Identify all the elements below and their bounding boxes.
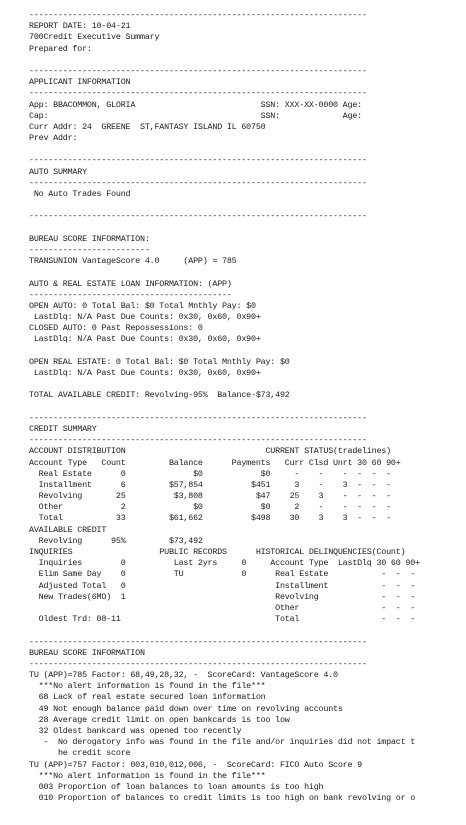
report-line: LastDlq: N/A Past Due Counts: 0x30, 0x60, 0x90+ [29,312,261,323]
report-line: ***No alert information is found in the file*** [29,681,266,692]
report-line: Prepared for: [29,43,92,54]
report-line: ---------------------------------------------------------------------- [29,155,367,166]
report-line: Revolving 25 $3,808 $47 25 3 - - - - [29,491,391,502]
report-line: Adjusted Total 0 Installment - - - [29,580,416,591]
report-line: App: BBACOMMON, GLORIA SSN: XXX-XX-0000 Age: [29,99,362,110]
report-line: ***No alert information is found in the file*** [29,770,266,781]
report-line [29,55,466,66]
report-line: ---------------------------------------------------------------------- [29,636,367,647]
report-line [29,625,466,636]
credit-report-text [29,10,466,804]
report-line: BUREAU SCORE INFORMATION: [29,233,150,244]
report-line: ---------------------------------------------------------------------- [29,10,367,20]
report-line: TRANSUNION VantageScore 4.0 (APP) = 785 [29,256,237,267]
report-line: BUREAU SCORE INFORMATION [29,647,145,658]
report-line: CREDIT SUMMARY [29,423,97,434]
report-line: AUTO & REAL ESTATE LOAN INFORMATION: (APP) [29,278,232,289]
report-line: 010 Proportion of balances to credit limits is too high on bank revolving or o [29,793,416,804]
report-line: he credit score [29,748,131,759]
report-line: ------------------------------------------ [29,289,232,300]
report-line: Other - - - [29,602,416,613]
report-line: Inquiries 0 Last 2yrs 0 Account Type LastDlq 30 60 90+ [29,558,420,569]
report-line: LastDlq: N/A Past Due Counts: 0x30, 0x60, 0x90+ [29,368,261,378]
report-line: 003 Proportion of loan balances to loan amounts is too high [29,781,324,792]
report-line: ---------------------------------------------------------------------- [29,658,367,669]
report-line: Total 33 $61,662 $498 30 3 3 - - - [29,513,391,524]
report-line: Oldest Trd: 08-11 Total - - - [29,614,416,625]
report-line: INQUIRIES PUBLIC RECORDS HISTORICAL DELINQUENCIES(Count) [29,547,406,557]
report-line [29,267,466,278]
report-line: TU (APP)=785 Factor: 68,49,28,32, - ScoreCard: VantageScore 4.0 [29,670,338,681]
report-line: CLOSED AUTO: 0 Past Repossessions: 0 [29,323,203,334]
report-line: ---------------------------------------------------------------------- [29,435,367,446]
report-line: ACCOUNT DISTRIBUTION CURRENT STATUS(tradelines) [29,446,391,457]
report-line: Other 2 $0 $0 2 - - - - - [29,502,391,513]
report-line [29,144,466,155]
report-line: Installment 6 $57,854 $451 3 - 3 - - - [29,479,391,490]
report-line: Cap: SSN: Age: [29,110,362,121]
report-line [29,402,466,413]
report-line: AUTO SUMMARY [29,166,87,177]
report-line: 68 Lack of real estate secured loan information [29,692,266,703]
report-line: OPEN REAL ESTATE: 0 Total Bal: $0 Total Mnthly Pay: $0 [29,356,290,367]
report-line: Elim Same Day 0 TU 0 Real Estate - - - [29,569,416,580]
report-line: Prev Addr: [29,133,78,144]
report-line [29,200,466,211]
report-line: No Auto Trades Found [29,189,131,199]
report-line [29,379,466,390]
report-line: Real Estate 0 $0 $0 - - - - - - [29,468,391,479]
report-line: 28 Average credit limit on open bankcards is too low [29,714,290,725]
report-line: LastDlq: N/A Past Due Counts: 0x30, 0x60, 0x90+ [29,334,261,345]
report-line: TU (APP)=757 Factor: 003,010,012,006, - ScoreCard: FICO Auto Score 9 [29,759,362,770]
report-line: Revolving 95% $73,492 [29,535,203,546]
report-line [29,346,466,357]
report-line: ------------------------- [29,244,150,255]
report-line: New Trades(6MO) 1 Revolving - - - [29,591,416,602]
report-line: 49 Not enough balance paid down over time on revolving accounts [29,703,343,714]
report-line: ---------------------------------------------------------------------- [29,412,367,423]
report-line: - No derogatory info was found in the file and/or inquiries did not impact t [29,737,416,748]
report-line: ---------------------------------------------------------------------- [29,177,367,188]
report-line [29,223,466,234]
report-line: APPLICANT INFORMATION [29,77,131,88]
report-line: Account Type Count Balance Payments Curr Clsd Unrt 30 60 90+ [29,457,401,468]
report-line: AVAILABLE CREDIT [29,524,107,535]
report-line: 32 Oldest bankcard was opened too recently [29,726,242,736]
report-line: ---------------------------------------------------------------------- [29,88,367,99]
report-line: Curr Addr: 24 GREENE ST,FANTASY ISLAND IL 60750 [29,121,266,132]
report-line: TOTAL AVAILABLE CREDIT: Revolving-95% Balance-$73,492 [29,390,290,401]
report-line: ---------------------------------------------------------------------- [29,65,367,76]
report-line: REPORT DATE: 10-04-21 [29,21,131,32]
report-line: 700Credit Executive Summary [29,32,160,43]
report-line: OPEN AUTO: 0 Total Bal: $0 Total Mnthly Pay: $0 [29,300,256,311]
report-line: ---------------------------------------------------------------------- [29,211,367,222]
